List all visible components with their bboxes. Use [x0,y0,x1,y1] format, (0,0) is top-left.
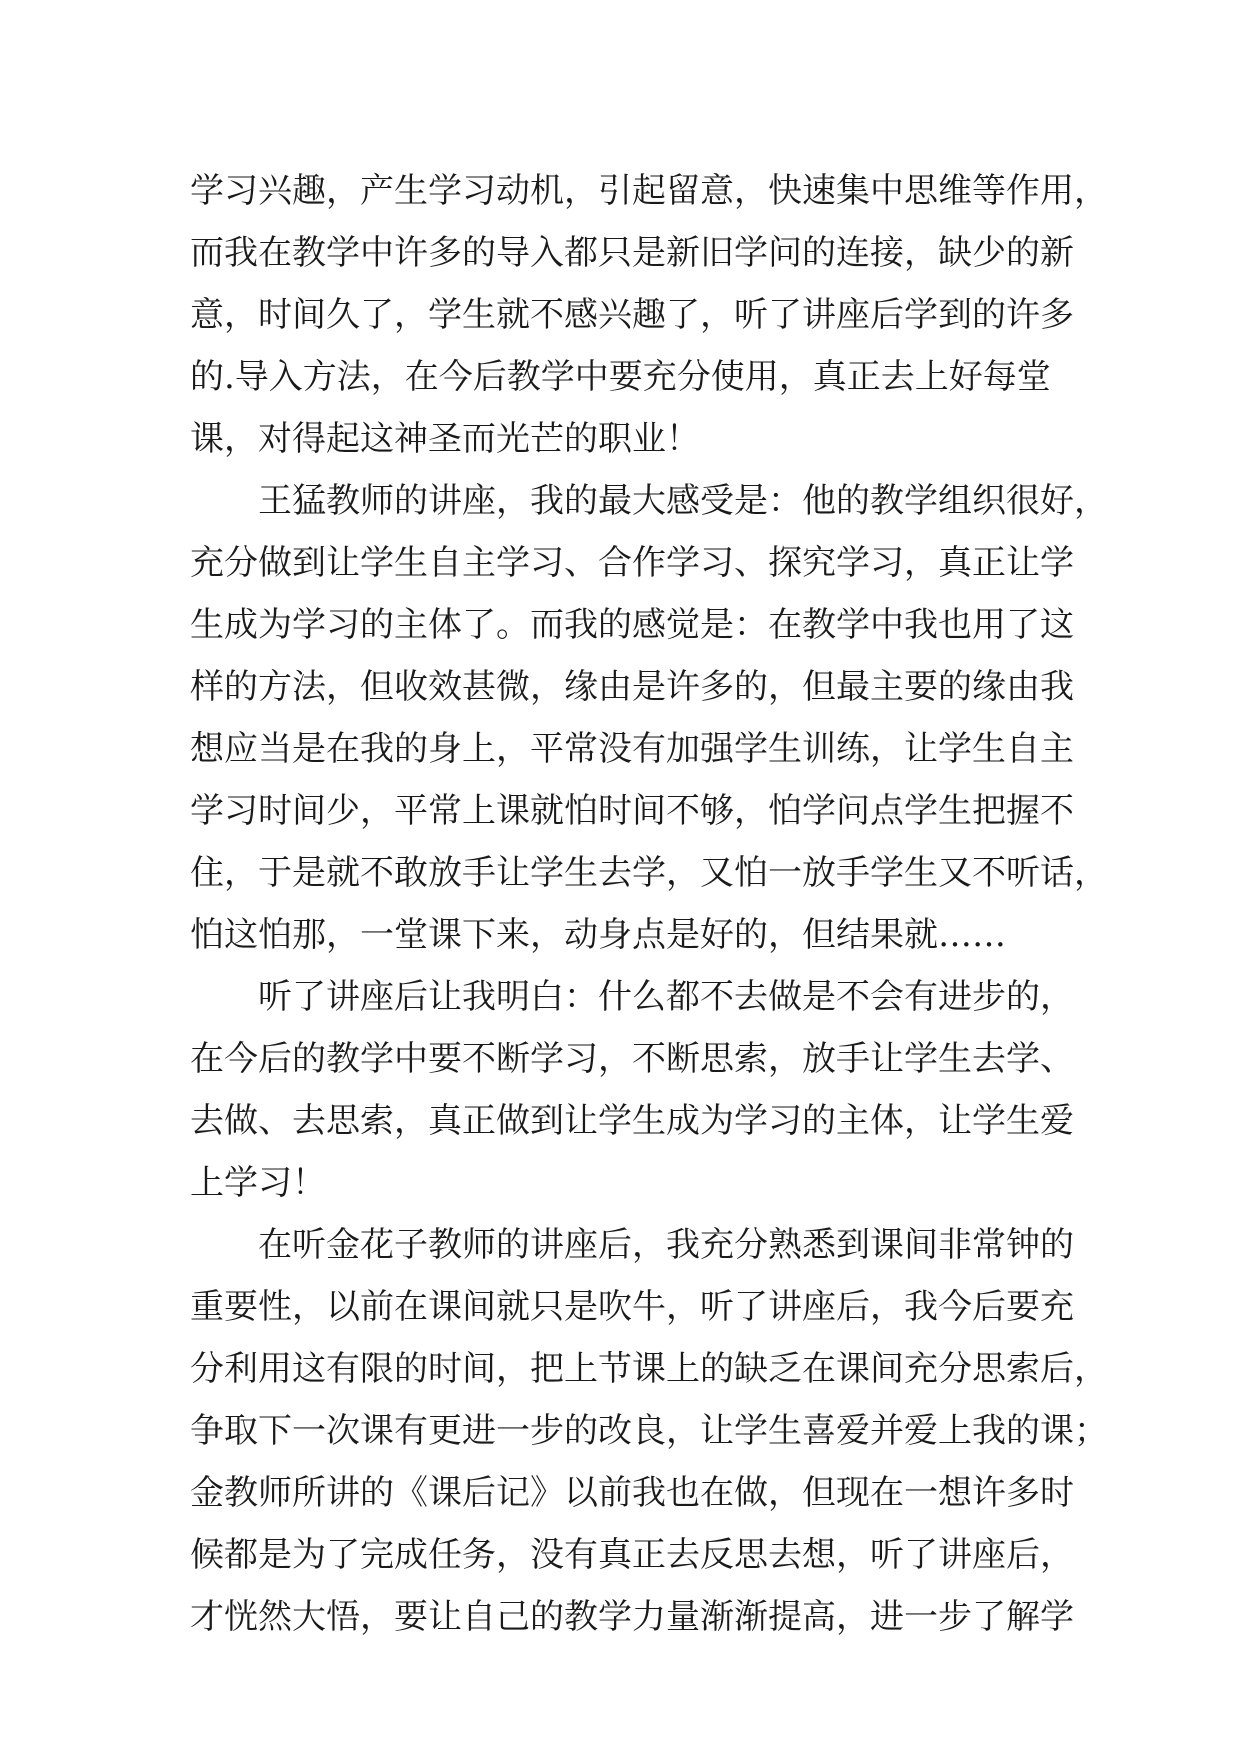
text-line: 候都是为了完成任务，没有真正去反思去想，听了讲座后， [190,1535,1074,1575]
text-line: 在今后的教学中要不断学习，不断思索，放手让学生去学、 [190,1039,1074,1079]
text-line: 的.导入方法，在今后教学中要充分使用，真正去上好每堂 [190,357,1051,397]
text-line: 学习兴趣，产生学习动机，引起留意，快速集中思维等作用， [190,171,1108,211]
text-line: 在听金花子教师的讲座后，我充分熟悉到课间非常钟的 [190,1225,1074,1265]
text-line: 重要性，以前在课间就只是吹牛，听了讲座后，我今后要充 [190,1287,1074,1327]
text-line: 金教师所讲的《课后记》以前我也在做，但现在一想许多时 [190,1473,1074,1513]
text-line: 意，时间久了，学生就不感兴趣了，听了讲座后学到的许多 [190,295,1074,335]
text-line: 学习时间少，平常上课就怕时间不够，怕学问点学生把握不 [190,791,1074,831]
text-line: 怕这怕那，一堂课下来，动身点是好的，但结果就…… [190,915,1006,955]
text-line: 分利用这有限的时间，把上节课上的缺乏在课间充分思索后， [190,1349,1108,1389]
text-line: 争取下一次课有更进一步的改良，让学生喜爱并爱上我的课； [190,1411,1108,1451]
text-line: 王猛教师的讲座，我的最大感受是：他的教学组织很好， [190,481,1108,521]
text-line: 充分做到让学生自主学习、合作学习、探究学习，真正让学 [190,543,1074,583]
text-line: 上学习！ [190,1163,326,1203]
body-text [190,160,1108,1648]
text-line: 住，于是就不敢放手让学生去学，又怕一放手学生又不听话， [190,853,1108,893]
text-line: 想应当是在我的身上，平常没有加强学生训练，让学生自主 [190,729,1074,769]
text-line: 课，对得起这神圣而光芒的职业！ [190,419,700,459]
text-line: 生成为学习的主体了。而我的感觉是：在教学中我也用了这 [190,605,1074,645]
text-line: 样的方法，但收效甚微，缘由是许多的，但最主要的缘由我 [190,667,1074,707]
text-line: 才恍然大悟，要让自己的教学力量渐渐提高，进一步了解学 [190,1597,1074,1637]
text-line: 听了讲座后让我明白：什么都不去做是不会有进步的， [190,977,1074,1017]
text-line: 去做、去思索，真正做到让学生成为学习的主体，让学生爱 [190,1101,1074,1141]
text-line: 而我在教学中许多的导入都只是新旧学问的连接，缺少的新 [190,233,1074,273]
